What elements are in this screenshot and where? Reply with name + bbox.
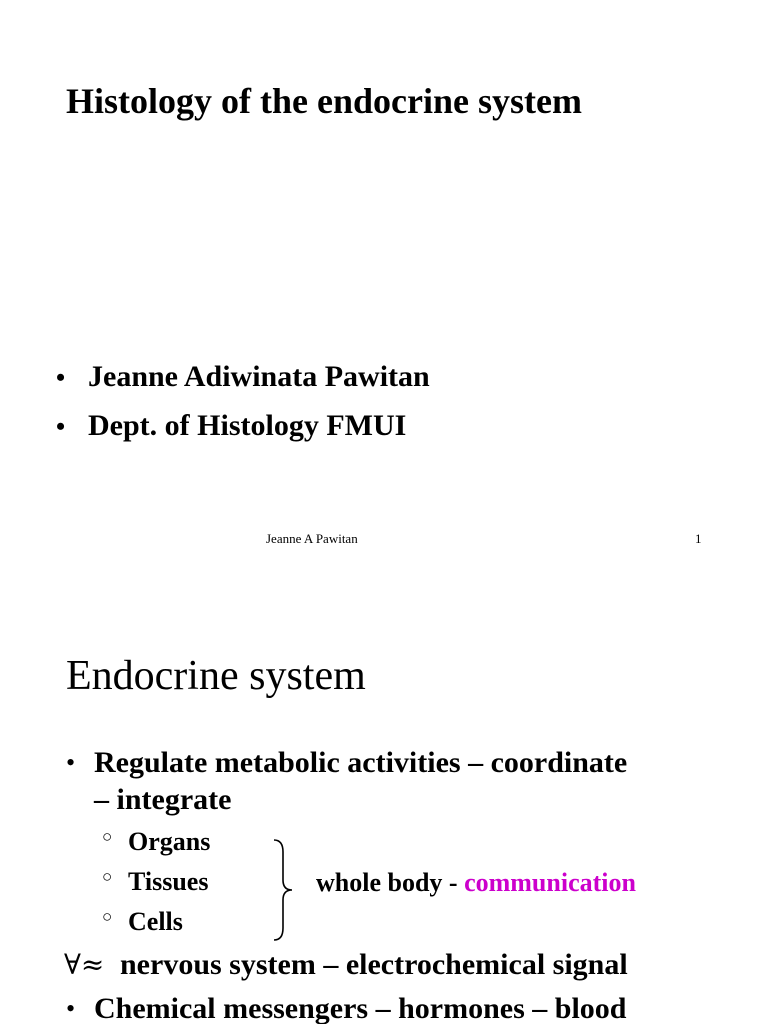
- list-item: [56, 409, 430, 458]
- author-list: [56, 360, 430, 458]
- slide-1-title: Histology of the endocrine system: [66, 81, 582, 121]
- bullet-1-line-1: Regulate metabolic activities – coordinate: [94, 746, 628, 779]
- communication-highlight: communication: [464, 868, 636, 897]
- sub-bullet-marker: ○: [102, 827, 113, 846]
- slide-2-title: Endocrine system: [66, 653, 366, 699]
- sub-bullet-marker: ○: [102, 907, 113, 926]
- sub-item-cells: Cells: [128, 907, 183, 936]
- footer-author: Jeanne A Pawitan: [266, 531, 358, 546]
- sub-item-tissues: Tissues: [128, 867, 209, 896]
- bullet-glyph: •: [56, 363, 66, 392]
- symbol-line: [64, 948, 104, 981]
- author-department: Dept. of Histology FMUI: [88, 409, 407, 442]
- bullet-glyph: •: [56, 412, 66, 441]
- right-brace-icon: [272, 838, 296, 942]
- nervous-system-line: nervous system – electrochemical signal: [120, 948, 628, 981]
- author-name: Jeanne Adiwinata Pawitan: [88, 360, 430, 393]
- bullet-glyph: •: [66, 994, 76, 1023]
- brace-note-prefix: whole body -: [316, 868, 465, 897]
- page-number: 1: [695, 531, 702, 546]
- bullet-glyph: •: [66, 748, 76, 777]
- sub-bullet-marker: ○: [102, 867, 113, 886]
- bullet-3: Chemical messengers – hormones – blood: [94, 992, 627, 1024]
- sub-item-organs: Organs: [128, 827, 211, 856]
- slide-2: [0, 580, 768, 1024]
- brace-note: [316, 868, 636, 898]
- bullet-1-line-2: – integrate: [94, 783, 232, 816]
- symbol-glyphs: ∀≈: [64, 948, 105, 981]
- list-item: [56, 360, 430, 409]
